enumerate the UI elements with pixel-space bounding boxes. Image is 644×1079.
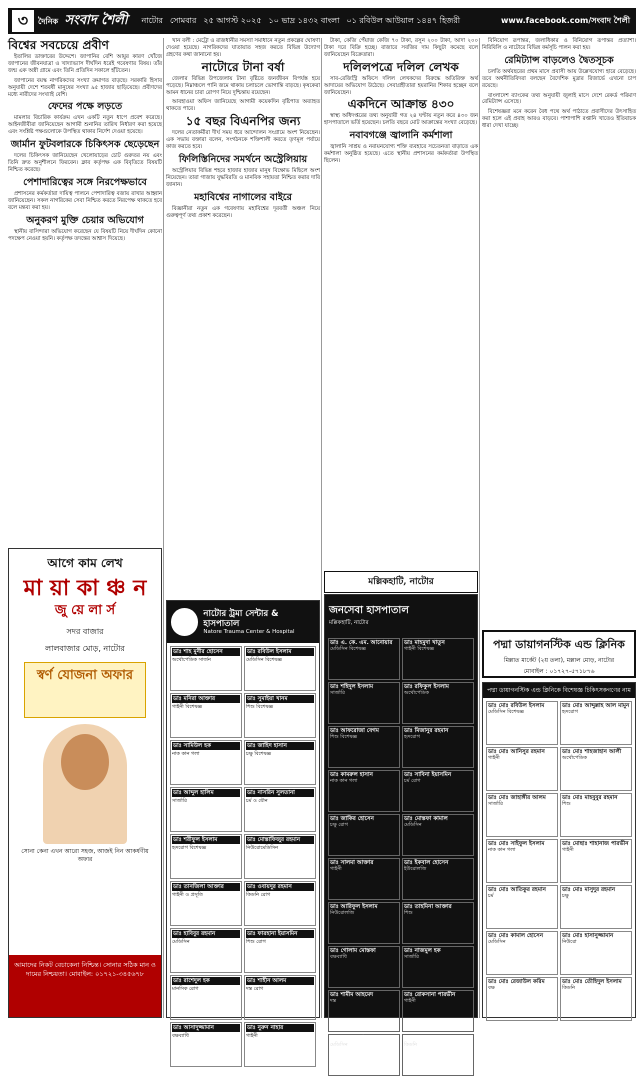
doctor-grid [325,635,477,1079]
doctor-specialty: ইউরোলজি [404,866,427,872]
doctor-specialty: শিশু রোগ [246,939,266,945]
doctor-specialty: গাইনী ও প্রসূতি [172,892,203,898]
doctor-specialty: শিশু [404,910,413,916]
doctor-card [560,977,632,1021]
doctor-card [402,814,474,856]
headline[interactable]: দলিলপত্রে দলিল লেখক [343,59,459,74]
article-paragraph: জ্বালানি সাশ্রয় ও নবায়নযোগ্য শক্তি ব্যবহারে সচেতনতা বাড়াতে এক কর্মশালা অনুষ্ঠিত হয়েছে। এতে স্থানীয় প্রশাসনের কর্মকর্তারা উপস্থিত ছিলেন। [324,144,478,165]
doctor-specialty: গাইনী [404,998,416,1004]
doctor-card [244,1022,316,1067]
doctor-specialty: চর্ম [488,893,494,899]
doctor-name: ডাঃ মোঃ তৌহিদুল ইসলাম [562,979,622,985]
doctor-card [244,975,316,1020]
doctor-name: ডাঃ রফিকুল ইসলাম [404,684,449,690]
header-meta [142,15,495,28]
doctor-card [170,881,242,926]
doctor-name: ডাঃ রোকসানা পারভীন [404,992,456,998]
article-paragraph: অস্ট্রেলিয়ার বিভিন্ন শহরে হাজার হাজার মানুষ বিক্ষোভ মিছিলে অংশ নিয়েছেন। তারা গাজায় যুদ্ধবিরতি ও মানবিক সহায়তা নিশ্চিত করার দাবি জানান। [166,167,320,188]
doctor-name: ডাঃ মোঃ শাহজাহান আলী [562,749,622,755]
ad-tagline: আগে কাম লেখ [47,556,123,570]
hospital-logo-icon [171,608,198,636]
doctor-name: ডাঃ এ. কে. এম. আনোয়ার [330,640,393,646]
column-4 [482,38,636,678]
doctor-card [486,747,558,791]
doctor-name: ডাঃ মোঃ রবিউল ইসলাম [488,703,545,709]
doctor-specialty: অর্থোপেডিক [404,690,430,696]
doctor-name: ডাঃ মোঃ মাহবুবুর রহমান [562,795,618,801]
headline[interactable]: রেমিট্যান্স বাড়লেও দ্বৈতসূচক [504,54,614,66]
doctor-specialty: গাইনী বিশেষজ্ঞ [404,646,435,652]
doctor-name: ডাঃ শাহ মুনীর হোসেন [172,648,240,656]
doctor-specialty: নিউরোমেডিসিন [246,845,279,851]
doctor-name: ডাঃ নাজমুল হক [404,948,441,954]
hospital-name: নাটোর ট্রমা সেন্টার & হাসপাতাল [203,609,279,629]
doctor-card [170,1022,242,1067]
meta-date: ২৫ আগস্ট ২০২৫ [203,15,262,25]
doctor-specialty: নিউরো [562,939,577,945]
doctor-name: ডাঃ সুমাইয়া খানম [246,695,314,703]
doctor-name: ডাঃ শামীম আহমেদ [330,992,374,998]
doctor-card [560,839,632,883]
doctor-name: ডাঃ কামরুল হাসান [330,772,373,778]
doctor-card [402,770,474,812]
doctor-name: ডাঃ হাবিবুর রহমান [172,930,240,938]
doctor-specialty: কিডনি [404,1042,418,1048]
doctor-card [170,693,242,738]
column-divider [479,38,480,1018]
article-paragraph: জেলার বিভিন্ন উপজেলায় টানা বৃষ্টিতে জনজীবন বিপর্যস্ত হয়ে পড়েছে। নিম্নাঞ্চলে পানি জমে থাকায় চলাচলে ভোগান্তি বাড়ছে। কৃষকেরা আমন ধানের চারা রোপণ নিয়ে দুশ্চিন্তায় রয়েছেন। [166,75,320,96]
doctor-specialty: গাইনী [330,866,342,872]
doctor-card [328,1034,400,1076]
doctor-specialty: চর্ম রোগ [404,778,421,784]
doctor-grid [167,643,319,1070]
doctor-card [402,902,474,944]
doctor-card [170,787,242,832]
doctor-specialty: গাইনী [246,1033,258,1039]
doctor-specialty: কিডনি [562,985,576,991]
doctor-specialty: হৃদরোগ [562,709,578,715]
doctor-name: ডাঃ নাসরিন সুলতানা [246,789,314,797]
doctor-name: ডাঃ মোঃ সাইফুল ইসলাম [488,841,545,847]
headline[interactable]: ফিলিস্তিনিদের সমর্থনে অস্ট্রেলিয়ায় [178,153,308,165]
doctor-name: ডাঃ মোঃ আব্দুল্লাহ আল মামুন [562,703,630,709]
doctor-name: ডাঃ মোঃ রেজাউল করিম [488,979,545,985]
padma-clinic-ad[interactable] [482,682,636,1018]
article-paragraph: বাংলাদেশ ব্যাংকের তথ্য অনুযায়ী জুলাই মাসে দেশে রেকর্ড পরিমাণ রেমিট্যান্স এসেছে। [482,92,636,106]
doctor-specialty: সার্জারি [404,954,419,960]
doctor-name: ডাঃ মোঃ হাসানুজ্জামান [562,933,614,939]
offer-text: সোনা কেনা এখন আরো সহজ, আজই নিন আকর্ষণীয় অফার [21,848,149,863]
clinic-phone: মোবাইল : ০১৭২৭-৫৭১৮৭৬ [523,668,595,675]
doctor-card [328,858,400,900]
doctor-grid [483,698,635,1024]
doctor-name: ডাঃ রাশেদুল হক [172,977,240,985]
doctor-specialty: মেডিসিন [488,939,506,945]
doctor-card [244,881,316,926]
model-photo [43,724,127,844]
doctor-specialty: বক্ষব্যাধি [172,1033,189,1039]
ad-shop-name: মা য়া কা ঞ্চ ন [23,575,147,601]
headline[interactable]: ফেদের পক্ষে লড়তে [47,101,123,113]
doctor-card [170,646,242,691]
doctor-specialty: নিউরোলজি [330,910,355,916]
doctor-card [328,638,400,680]
doctor-name: ডাঃ আফরোজা বেগম [330,728,379,734]
article-paragraph: স্থানীয় বাসিন্দারা অভিযোগ করেছেন যে বিষয়টি নিয়ে দীর্ঘদিন কোনো পদক্ষেপ নেওয়া হয়নি। কর্তৃপক্ষ তদন্তের আশ্বাস দিয়েছে। [8,228,162,242]
page-number: ৩ [12,10,34,32]
doctor-specialty: দন্ত [330,998,337,1004]
doctor-specialty: মেডিসিন [404,822,422,828]
doctor-specialty: শিশু বিশেষজ্ঞ [246,704,274,710]
doctor-name: ডাঃ গোলাম মোস্তফা [330,948,376,954]
doctor-specialty: হৃদরোগ বিশেষজ্ঞ [172,845,207,851]
headline[interactable]: জার্মান ফুটবলারকে চিকিৎসক ছেড়েছেন [10,139,160,151]
doctor-name: ডাঃ শরীফুল ইসলাম [172,836,240,844]
doctor-specialty: মেডিসিন [172,939,190,945]
doctor-specialty: মেডিসিন [330,1042,348,1048]
doctor-card [402,726,474,768]
column-1 [8,38,162,546]
ad-shop-name-2: জু য়ে লা র্স [54,603,116,618]
article-paragraph: মামলার বিচারিক কার্যক্রম এখন একটি নতুন ধাপে প্রবেশ করেছে। আইনজীবীরা জানিয়েছেন আগামী শুনানির তারিখ নির্ধারণ করা হয়েছে এবং সংশ্লিষ্ট পক্ষগুলোকে উপস্থিত থাকার নির্দেশ দেওয়া হয়েছে। [8,115,162,136]
janasheba-hospital-ad[interactable] [324,594,478,1048]
doctor-specialty: কিডনি রোগ [246,892,271,898]
doctor-specialty: চক্ষু বিশেষজ্ঞ [246,751,272,757]
doctor-specialty: মেডিসিন বিশেষজ্ঞ [330,646,366,652]
doctor-specialty: চক্ষু রোগ [330,822,348,828]
headline[interactable]: একদিনে আক্রান্ত ৪৩০ [347,97,455,112]
doctor-card [486,885,558,929]
doctor-card [170,928,242,973]
column-3 [324,38,478,593]
hospital-name: জনসেবা হাসপাতাল [329,604,409,616]
doctor-name: ডাঃ মোঃ কামাল হোসেন [488,933,544,939]
doctor-card [170,834,242,879]
article-paragraph: টাকা, কেজি পেঁয়াজ কেজি ৭০ টাকা, রসুন ২০০ টাকা, আদা ২০০ টাকা দরে বিক্রি হচ্ছে। বাজারে সবজির দাম কিছুটা কমেছে বলে জানিয়েছেন বিক্রেতারা। [324,38,478,58]
headline[interactable]: অনুকরণ মুক্তি চেয়ার অভিযোগ [26,214,144,226]
doctor-name: ডাঃ নুরুন নাহার [246,1024,314,1032]
offer-banner: স্বর্ণ যোজনা অফার [24,662,146,718]
hospital-name-en: Natore Trauma Center & Hospital [203,629,295,635]
doctor-card [328,726,400,768]
meta-hijri-date: ০১ রবিউল আউয়াল ১৪৪৭ হিজরী [346,15,461,25]
doctor-name: ডাঃ জাকির হোসেন [330,816,374,822]
natore-trauma-ad[interactable] [166,600,320,1039]
clinic-address: মিল্লাত মার্কেট (২য় তলা), মল্লাল মোড়, নাটোর [503,657,615,664]
doctor-name: ডাঃ সাবিনা ইয়াসমিন [404,772,452,778]
article-paragraph: প্রশাসনের কর্মকর্তারা দায়িত্ব পালনে পেশাদারিত্ব বজায় রাখার আহ্বান জানিয়েছেন। সকল নাগরিকের সেবা নিশ্চিত করতে নিরপেক্ষ থাকতে হবে বলে মন্তব্য করা হয়। [8,190,162,211]
article-paragraph: চলতি অর্থবছরের প্রথম মাসে প্রবাসী আয় উল্লেখযোগ্য হারে বেড়েছে। তবে অর্থনীতিবিদরা বলছেন বৈদেশিক মুদ্রার রিজার্ভে এখনো চাপ রয়েছে। [482,68,636,89]
doctor-card [486,931,558,975]
doctor-card [560,701,632,745]
doctor-specialty: শিশু বিশেষজ্ঞ [330,734,358,740]
doctor-specialty: চক্ষু [562,893,569,899]
doctor-card [560,931,632,975]
doctor-card [328,990,400,1032]
doctor-name: ডাঃ মোঃ আনিসুর রহমান [488,749,545,755]
doctor-name: ডাঃ মিজানুর রহমান [404,728,449,734]
doctor-specialty: মেডিসিন বিশেষজ্ঞ [246,657,282,663]
article-paragraph: খান বলী : মেট্রো ও রাজধানীর সমস্যা সমাধানে নতুন প্রকল্পের ঘোষণা দেওয়া হয়েছে। নাগরিকদের যাতায়াত সহজ করতে বিভিন্ন উদ্যোগ গ্রহণের কথা জানানো হয়। [166,38,320,58]
doctor-name: ডাঃ মোছাঃ শাহানাজ পারভীন [562,841,629,847]
headline[interactable]: ১৫ বছর বিএনপির জন্য [185,114,301,129]
headline[interactable]: মহাবিশ্বের নাগালের বাইরে [194,191,292,203]
padma-header[interactable] [482,630,636,678]
doctor-specialty: অর্থোপেডিক [562,755,588,761]
meta-bangla-date: ১০ ভাদ্র ১৪৩২ বাংলা [268,15,340,25]
doctor-specialty: নাক কান গলা [330,778,358,784]
doctor-card [486,839,558,883]
doctor-specialty: গাইনী [562,847,574,853]
ad-market: সদর বাজার [66,627,104,636]
article-paragraph: জাপানের বয়স্ক নাগরিকদের সংখ্যা ক্রমাগত বাড়ছে। সরকারি হিসাব অনুযায়ী দেশে শতবর্ষী মানুষের সংখ্যা ৯৫ হাজার ছাড়িয়েছে। প্রবীণদের মধ্যে নারীদের সংখ্যাই বেশি। [8,77,162,98]
doctor-specialty: চর্ম ও যৌন [246,798,268,804]
meta-place: নাটোর [141,15,163,25]
article-paragraph: বিজ্ঞানীরা নতুন এক গবেষণায় মহাবিশ্বের দূরবর্তী অঞ্চল নিয়ে গুরুত্বপূর্ণ তথ্য প্রকাশ করেছেন। [166,205,320,219]
janasheba-notice: মল্লিকহাটি, নাটোর [324,571,478,593]
doctor-name: ডাঃ আসাদুজ্জামান [172,1024,240,1032]
doctor-card [402,858,474,900]
doctor-card [402,990,474,1032]
jewellers-ad[interactable] [8,548,162,1018]
doctor-card [328,902,400,944]
ad-address: লালবাজার মোড়, নাটোর [45,644,125,653]
doctor-specialty: বক্ষব্যাধি [330,954,347,960]
doctor-name: ডাঃ সামিউল হক [172,742,240,750]
headline[interactable]: পেশাদারিত্বের সঙ্গে নিরপেক্ষভাবে [23,176,147,188]
doctor-card [244,693,316,738]
headline[interactable]: নাটোরে টানা বর্ষা [201,59,285,74]
doctor-name: ডাঃ ইকবাল হোসেন [404,860,449,866]
doctor-card [328,770,400,812]
column-divider [163,38,164,1018]
article-paragraph: বিশেষজ্ঞরা মনে করেন বৈধ পথে অর্থ পাঠাতে প্রবাসীদের উৎসাহিত করা হলে এই প্রবাহ আরও বাড়বে। পাশাপাশি রপ্তানি খাতেও ইতিবাচক ধারা দেখা যাচ্ছে। [482,109,636,130]
article-paragraph: ইতালির ডাক্তারের উদ্দেশে। জাপানির বেশি আয়ুর কারণ খোঁজে জাপানের জীবনযাত্রা ও খাদ্যাভ্যাস দীর্ঘদিন ধরেই গবেষণার বিষয়। তাঁর জন্ম এক অস্ত্রী গ্রামে এবং তিনি প্রতিদিন সকালে হাঁটতেন। [8,54,162,74]
doctor-card [486,701,558,745]
doctor-specialty: মানসিক রোগ [172,986,199,992]
doctor-name: ডাঃ মাসুদ রানা [404,1036,438,1042]
doctor-card [244,834,316,879]
column-2 [166,38,320,593]
doctor-name: ডাঃ হুমায়ুন কবির [330,1036,370,1042]
doctor-name: ডাঃ শহিদুল ইসলাম [330,684,374,690]
doctor-specialty: বক্ষ [488,985,495,991]
article-paragraph: স্বাস্থ্য অধিদপ্তরের তথ্য অনুযায়ী গত ২৪ ঘণ্টায় নতুন করে ৪৩০ জন হাসপাতালে ভর্তি হয়েছেন। চলতি বছরে মোট আক্রান্তের সংখ্যা বেড়েছে। [324,113,478,127]
paper-name: সংবাদ শৈলী [64,12,128,28]
masthead [8,8,636,34]
doctor-card [560,885,632,929]
paper-prefix: দৈনিক [38,15,59,26]
doctor-name: ডাঃ সালমা আক্তার [330,860,374,866]
doctor-name: ডাঃ ফারহানা ইয়াসমিন [246,930,314,938]
paper-logo [38,11,128,32]
doctor-name: ডাঃ ওবায়দুর রহমান [246,883,314,891]
doctor-specialty: সার্জারি [488,801,503,807]
doctor-name: ডাঃ তানজিলা আক্তার [172,883,240,891]
doctor-card [328,814,400,856]
hospital-header [167,601,319,643]
doctor-specialty: নাক কান গলা [172,751,200,757]
doctor-card [328,946,400,988]
doctor-name: ডাঃ মোস্তফা কামাল [404,816,448,822]
doctor-card [560,747,632,791]
article-paragraph: বিনিয়োগ রূপান্তর, জলাধিকার ও বিনিয়োগ রূপান্তর প্রত্যাশা। নিরিবিলি ও নাটোরে বিভিন্ন কর্মসূচি পালন করা হয়। [482,38,636,51]
clinic-doctor-bar: পদ্মা ডায়াগনস্টিক এন্ড ক্লিনিকে বিশেষজ্ঞ চিকিৎসকগণের নাম [483,683,635,698]
doctor-specialty: গাইনী বিশেষজ্ঞ [172,704,203,710]
doctor-name: ডাঃ মনিরা আক্তার [172,695,240,703]
meta-day: সোমবার [169,15,197,25]
hospital-address: মল্লিকহাটি, নাটোর [329,619,369,626]
doctor-name: ডাঃ রবিউল ইসলাম [246,648,314,656]
doctor-specialty: গাইনী [488,755,500,761]
doctor-name: ডাঃ মোঃ আতিকুর রহমান [488,887,546,893]
ad-footer: আমাদের নিকট বেচাকেনা নিশ্চিন্ত। সোনার সঠিক মান ও দামের নিশ্চয়তা। মোবাইল: ০১৭২১-৩৪৫৬৭৮ [9,955,161,1017]
doctor-name: ডাঃ আরিফুল ইসলাম [330,904,378,910]
doctor-card [170,740,242,785]
doctor-card [402,1034,474,1076]
doctor-specialty: সার্জারি [172,798,187,804]
doctor-name: ডাঃ মোঃ মাসুদুর রহমান [562,887,616,893]
doctor-name: ডাঃ আব্দুল হালিম [172,789,240,797]
doctor-specialty: দন্ত রোগ [246,986,264,992]
article-paragraph: আবহাওয়া অফিস জানিয়েছে আগামী কয়েকদিন বৃষ্টিপাত অব্যাহত থাকতে পারে। [166,99,320,113]
doctor-specialty: সার্জারি [330,690,345,696]
doctor-specialty: শিশু [562,801,571,807]
headline[interactable]: বিশ্বের সবচেয়ে প্রবীণ [8,38,109,52]
column-divider [321,38,322,1018]
doctor-name: ডাঃ মাহমুদা খাতুন [404,640,445,646]
article-paragraph: সাব-রেজিস্ট্রি অফিসে দলিল লেখকদের বিরুদ্ধে অতিরিক্ত অর্থ আদায়ের অভিযোগ উঠেছে। সেবাগ্রহীতারা হয়রানির শিকার হচ্ছেন বলে জানিয়েছেন। [324,75,478,96]
doctor-card [244,928,316,973]
hospital-header [325,595,477,635]
doctor-specialty: অর্থোপেডিক সার্জন [172,657,211,663]
website-link[interactable]: www.facebook.com/সংবাদ শৈলী [500,15,630,25]
doctor-card [402,946,474,988]
doctor-card [402,638,474,680]
doctor-card [170,975,242,1020]
doctor-card [486,977,558,1021]
doctor-name: ডাঃ জাহিদ হাসান [246,742,314,750]
doctor-card [328,682,400,724]
doctor-name: ডাঃ শাহীন আলম [246,977,314,985]
doctor-card [244,787,316,832]
doctor-card [244,646,316,691]
doctor-card [486,793,558,837]
doctor-specialty: হৃদরোগ [404,734,420,740]
doctor-specialty: মেডিসিন বিশেষজ্ঞ [488,709,524,715]
article-paragraph: দলের চিকিৎসক জানিয়েছেন খেলোয়াড়ের চোট গুরুতর নয় এবং তিনি দ্রুত অনুশীলনে ফিরবেন। ক্লাব কর্তৃপক্ষ এক বিবৃতিতে বিষয়টি নিশ্চিত করেছে। [8,153,162,173]
doctor-name: ডাঃ তাহমিনা আক্তার [404,904,452,910]
doctor-card [244,740,316,785]
doctor-card [560,793,632,837]
doctor-name: ডাঃ মোস্তাফিজুর রহমান [246,836,314,844]
doctor-specialty: নাক কান গলা [488,847,516,853]
doctor-card [402,682,474,724]
doctor-name: ডাঃ মোঃ জাহাঙ্গীর আলম [488,795,546,801]
clinic-name: পদ্মা ডায়াগনস্টিক এন্ড ক্লিনিক [493,638,625,651]
headline[interactable]: নবাবগঞ্জে জ্বালানি কর্মশালা [349,130,453,142]
article-paragraph: দলের নেতাকর্মীরা দীর্ঘ সময় ধরে আন্দোলন সংগ্রামে অংশ নিয়েছেন। এক সভায় বক্তারা বলেন, সংগঠনকে শক্তিশালী করতে তৃণমূল পর্যায়ে কাজ করতে হবে। [166,130,320,151]
